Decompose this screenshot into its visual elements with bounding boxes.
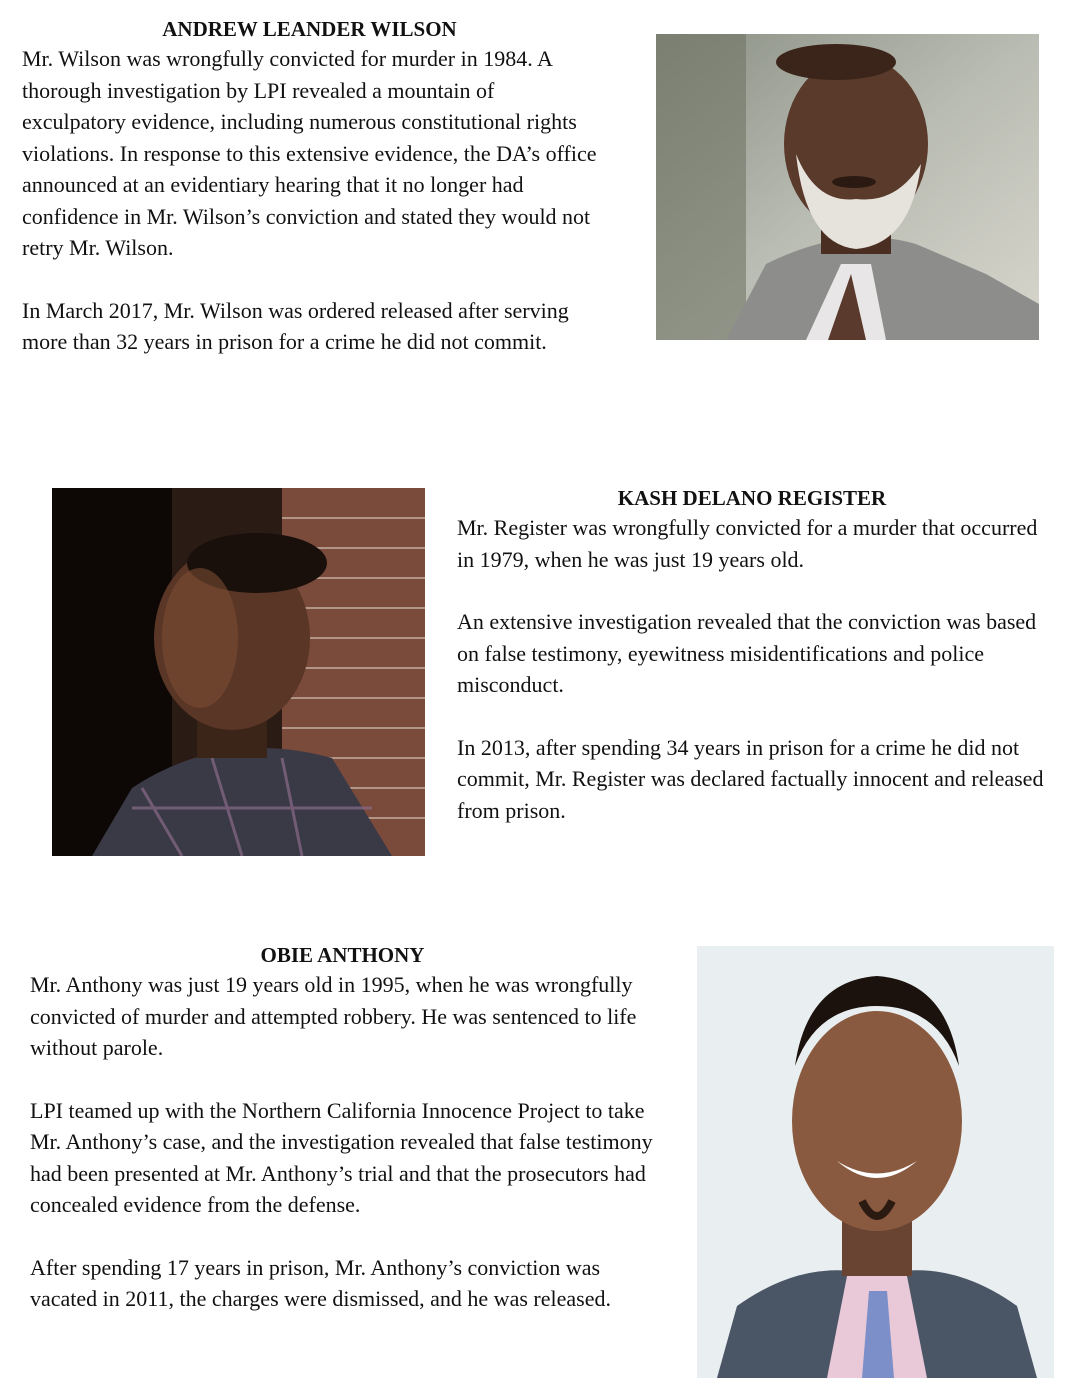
profile-name: ANDREW LEANDER WILSON (162, 17, 457, 41)
profile-anthony (30, 941, 655, 1315)
anthony-photo (697, 946, 1054, 1378)
profile-paragraph: Mr. Anthony was just 19 years old in 1995, when he was wrongfully convicted of murder and attempted robbery. He was sentenced to life without parole. (30, 972, 637, 1060)
profile-wilson (22, 15, 597, 358)
profile-name: KASH DELANO REGISTER (617, 486, 887, 510)
profile-register (457, 484, 1047, 826)
profile-paragraph: In 2013, after spending 34 years in prison for a crime he did not commit, Mr. Register was declared factually innocent and released from prison. (457, 734, 1044, 823)
register-photo (52, 488, 425, 856)
profile-paragraph: An extensive investigation revealed that the conviction was based on false testimony, eyewitness misidentifications and police misconduct. (457, 609, 1037, 697)
profile-paragraph: LPI teamed up with the Northern California Innocence Project to take Mr. Anthony’s case, and the investigation revealed that false testimony had been presented at Mr. Anthony’s trial and that the prosecutors had concealed evidence from the defense. (30, 1097, 653, 1217)
profile-paragraph: Mr. Register was wrongfully convicted for a murder that occurred in 1979, when he was just 19 years old. (457, 515, 1038, 572)
profile-paragraph: Mr. Wilson was wrongfully convicted for murder in 1984. A thorough investigation by LPI revealed a mountain of exculpatory evidence, including numerous constitutional rights violations. In response to this extensive evidence, the DA’s office announced at an evidentiary hearing that it no longer had confidence in Mr. Wilson’s conviction and stated they would not retry Mr. Wilson. (22, 46, 597, 260)
wilson-photo (656, 34, 1039, 340)
profile-name: OBIE ANTHONY (260, 943, 425, 967)
profile-paragraph: After spending 17 years in prison, Mr. Anthony’s conviction was vacated in 2011, the charges were dismissed, and he was released. (30, 1254, 611, 1311)
profile-paragraph: In March 2017, Mr. Wilson was ordered released after serving more than 32 years in prison for a crime he did not commit. (22, 297, 569, 354)
